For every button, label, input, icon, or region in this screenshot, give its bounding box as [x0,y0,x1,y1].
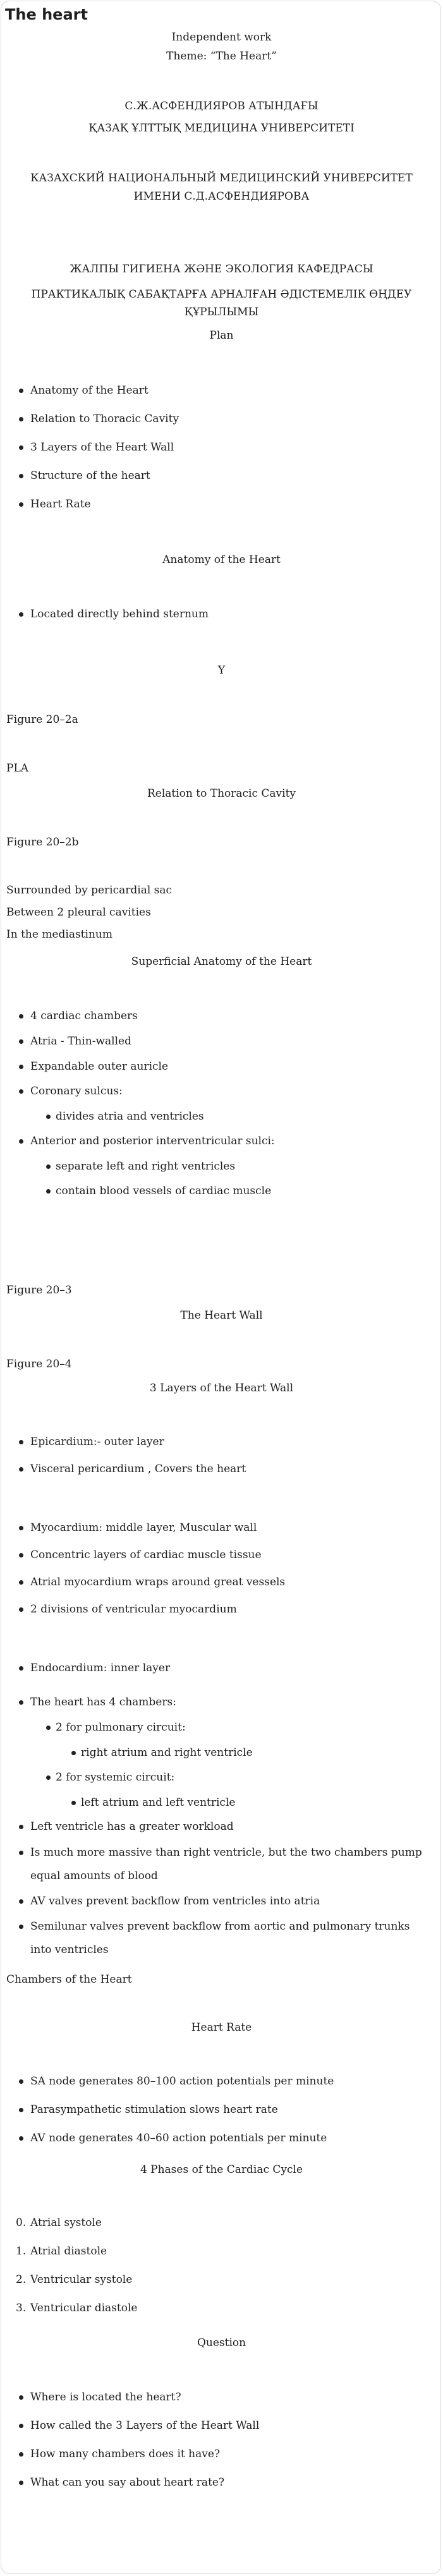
bullet-dot [19,417,23,421]
header-line-2: Theme: “The Heart” [166,50,277,63]
plan-item: Relation to Thoracic Cavity [30,413,179,425]
layers-item-continued: equal amounts of blood [30,1870,158,1882]
bullet-dot [46,1726,51,1730]
bullet-dot [19,445,23,450]
bullet-dot [19,612,23,617]
bullet-dot [46,1189,51,1194]
layers-item-continued: into ventricles [30,1944,109,1956]
bullet-dot [19,1607,23,1612]
figure-caption: Figure 20–3 [6,1284,72,1297]
layers-item: Left ventricle has a greater workload [30,1820,234,1833]
relation-line: Between 2 pleural cavities [6,906,151,919]
bullet-dot [19,2136,23,2141]
document-title: The heart [5,6,88,23]
superficial-item: Coronary sulcus: [30,1085,123,1098]
bullet-dot [19,1899,23,1904]
bullet-dot [19,1065,23,1069]
layers-subsubitem: left atrium and left ventricle [81,1796,236,1809]
header-line-8: ПРАКТИКАЛЫҚ САБАҚТАРҒА АРНАЛҒАН ӘДІСТЕМЕЛІК ӨҢДЕУ [31,288,412,301]
header-line-1: Independent work [171,31,272,44]
superficial-subitem: separate left and right ventricles [56,1160,236,1173]
section-heading-layers: 3 Layers of the Heart Wall [149,1382,294,1394]
layers-item: Is much more massive than right ventricle, but the two chambers pump [30,1846,422,1859]
bullet-dot [19,1014,23,1019]
bullet-dot [46,1164,51,1169]
superficial-item: Anterior and posterior interventricular sulci: [30,1135,275,1147]
plan-item: Heart Rate [30,498,91,511]
question-item: How called the 3 Layers of the Heart Wall [30,2419,260,2432]
layers-item: 2 divisions of ventricular myocardium [30,1603,237,1616]
phase-number: 1. [16,2245,27,2258]
phase-number: 2. [16,2273,27,2286]
bullet-dot [19,1925,23,1929]
bullet-dot [19,1666,23,1671]
bullet-dot [19,1440,23,1444]
superficial-subitem: contain blood vessels of cardiac muscle [56,1185,272,1197]
layers-item: Endocardium: inner layer [30,1662,171,1674]
header-line-5: КАЗАХСКИЙ НАЦИОНАЛЬНЫЙ МЕДИЦИНСКИЙ УНИВЕРСИТЕТ [30,172,413,184]
layers-subsubitem: right atrium and right ventricle [81,1746,253,1759]
question-item: How many chambers does it have? [30,2448,220,2460]
layers-item: The heart has 4 chambers: [30,1696,176,1708]
bullet-dot [19,502,23,507]
layers-item: Concentric layers of cardiac muscle tissue [30,1549,262,1561]
phase-item: Ventricular diastole [30,2302,138,2314]
phase-number: 3. [16,2302,27,2314]
bullet-dot [19,1700,23,1705]
bullet-dot [19,2079,23,2084]
section-heading-heart-rate: Heart Rate [191,2021,252,2034]
heart-rate-item: Parasympathetic stimulation slows heart rate [30,2103,278,2116]
superficial-subitem: divides atria and ventricles [56,1110,204,1123]
bullet-dot [19,1553,23,1557]
superficial-item: 4 cardiac chambers [30,1010,138,1022]
header-line-4: ҚАЗАҚ ҰЛТТЫҚ МЕДИЦИНА УНИВЕРСИТЕТІ [88,122,355,135]
superficial-item: Expandable outer auricle [30,1060,169,1073]
section-heading-questions: Question [197,2337,246,2349]
bullet-dot [19,1580,23,1585]
bullet-dot [19,1139,23,1144]
anatomy-label-pla: PLA [6,762,29,775]
layers-subitem: 2 for pulmonary circuit: [56,1721,186,1734]
anatomy-label-y: Y [217,664,226,677]
heart-rate-item: AV node generates 40–60 action potentials per minute [30,2132,327,2144]
layers-subitem: 2 for systemic circuit: [56,1771,175,1784]
bullet-dot [19,2481,23,2485]
phase-item: Ventricular systole [30,2273,133,2286]
question-item: Where is located the heart? [30,2391,181,2404]
plan-heading: Plan [209,329,234,342]
bullet-dot [19,1526,23,1530]
question-item: What can you say about heart rate? [30,2476,225,2489]
layers-item: Myocardium: middle layer, Muscular wall [30,1521,257,1534]
phase-item: Atrial systole [30,2216,102,2229]
layers-item: AV valves prevent backflow from ventricles into atria [30,1895,320,1908]
layers-item: Epicardium:- outer layer [30,1436,164,1448]
anatomy-bullet: Located directly behind sternum [30,608,209,620]
plan-item: 3 Layers of the Heart Wall [30,441,174,454]
section-heading-superficial: Superficial Anatomy of the Heart [131,955,312,968]
bullet-dot [46,1775,51,1780]
bullet-dot [19,1851,23,1855]
bullet-dot [19,1825,23,1829]
bullet-dot [19,2395,23,2400]
relation-line: In the mediastinum [6,928,112,941]
bullet-dot [71,1801,76,1805]
bullet-dot [19,474,23,478]
figure-caption: Figure 20–2a [6,713,78,726]
header-line-6: ИМЕНИ С.Д.АСФЕНДИЯРОВА [133,190,310,203]
header-line-3: С.Ж.АСФЕНДИЯРОВ АТЫНДАҒЫ [124,100,319,112]
header-line-9: ҚҰРЫЛЫМЫ [184,306,259,318]
section-heading-anatomy: Anatomy of the Heart [162,553,281,566]
bullet-dot [19,2452,23,2457]
bullet-dot [19,1039,23,1044]
heart-rate-item: SA node generates 80–100 action potentials per minute [30,2075,334,2088]
bullet-dot [19,1467,23,1472]
bullet-dot [19,1089,23,1094]
section-heading-relation: Relation to Thoracic Cavity [147,787,296,800]
phase-item: Atrial diastole [30,2245,107,2258]
section-heading-heart-wall: The Heart Wall [180,1309,263,1322]
layers-item: Visceral pericardium , Covers the heart [30,1463,246,1475]
layers-item: Semilunar valves prevent backflow from aortic and pulmonary trunks [30,1920,410,1933]
chambers-caption: Chambers of the Heart [6,1973,132,1986]
section-heading-phases: 4 Phases of the Cardiac Cycle [140,2163,303,2176]
superficial-item: Atria - Thin-walled [30,1035,131,1048]
bullet-dot [46,1115,51,1119]
figure-caption: Figure 20–2b [6,836,79,849]
phase-number: 0. [16,2216,27,2229]
bullet-dot [19,389,23,393]
header-line-7: ЖАЛПЫ ГИГИЕНА ЖӘНЕ ЭКОЛОГИЯ КАФЕДРАСЫ [70,263,373,275]
relation-line: Surrounded by pericardial sac [6,884,173,897]
layers-item: Atrial myocardium wraps around great vessels [30,1576,286,1588]
figure-caption: Figure 20–4 [6,1358,72,1370]
plan-item: Structure of the heart [30,469,150,482]
bullet-dot [19,2424,23,2428]
bullet-dot [71,1751,76,1755]
bullet-dot [19,2108,23,2112]
plan-item: Anatomy of the Heart [30,384,149,397]
